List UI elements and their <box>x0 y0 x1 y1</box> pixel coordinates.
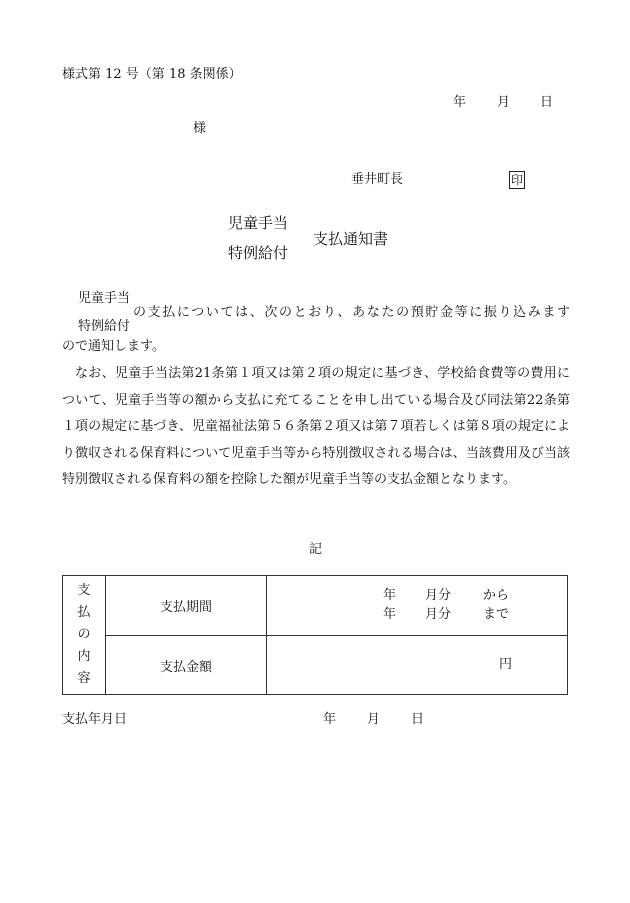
note-text: なお、児童手当法第21条第１項又は第２項の規定に基づき、学校給食費等の費用について、児童手当等の額から支払に充てることを申し出ている場合及び同法第22条第１項の規定に基づき、児童福祉法第５６条第２項又は第７項若しくは第８項の規定により徴収される保育料について児童手当等から特別徴収される場合は、当該費用及び当該特別徴収される保育料の額を控除した額が児童手当等の支払金額となります。 <box>62 366 570 487</box>
intro-option-2: 特例給付 <box>78 319 131 334</box>
date-year: 年 <box>453 95 467 110</box>
payment-date-day: 日 <box>411 712 425 727</box>
issuer-name: 垂井町長 <box>351 172 404 187</box>
form-number: 様式第 12 号（第 18 条関係） <box>62 67 242 82</box>
period-value: 年 月分 から 年 月分 まで <box>267 576 568 636</box>
payment-date-month: 月 <box>367 712 381 727</box>
date-month: 月 <box>497 95 511 110</box>
document-title: 支払通知書 <box>313 230 389 248</box>
intro-continuation: ので通知します。 <box>62 339 165 354</box>
amount-value: 円 <box>267 636 568 695</box>
intro-option-1: 児童手当 <box>78 291 131 306</box>
seal-mark: 印 <box>510 173 523 187</box>
title-option-2: 特例給付 <box>228 244 289 262</box>
ki-heading: 記 <box>309 542 323 557</box>
title-option-1: 児童手当 <box>228 214 289 232</box>
addressee-suffix: 様 <box>193 121 207 136</box>
note-paragraph <box>62 361 570 494</box>
table-side-header: 支 払 の 内 容 <box>63 576 106 695</box>
period-label: 支払期間 <box>106 576 267 636</box>
payment-details-table <box>62 575 568 695</box>
intro-text: の支払については、次のとおり、あなたの預貯金等に振り込みます <box>133 305 570 320</box>
date-day: 日 <box>540 95 554 110</box>
amount-label: 支払金額 <box>106 636 267 695</box>
payment-date-year: 年 <box>323 712 337 727</box>
payment-date-label: 支払年月日 <box>62 712 128 727</box>
